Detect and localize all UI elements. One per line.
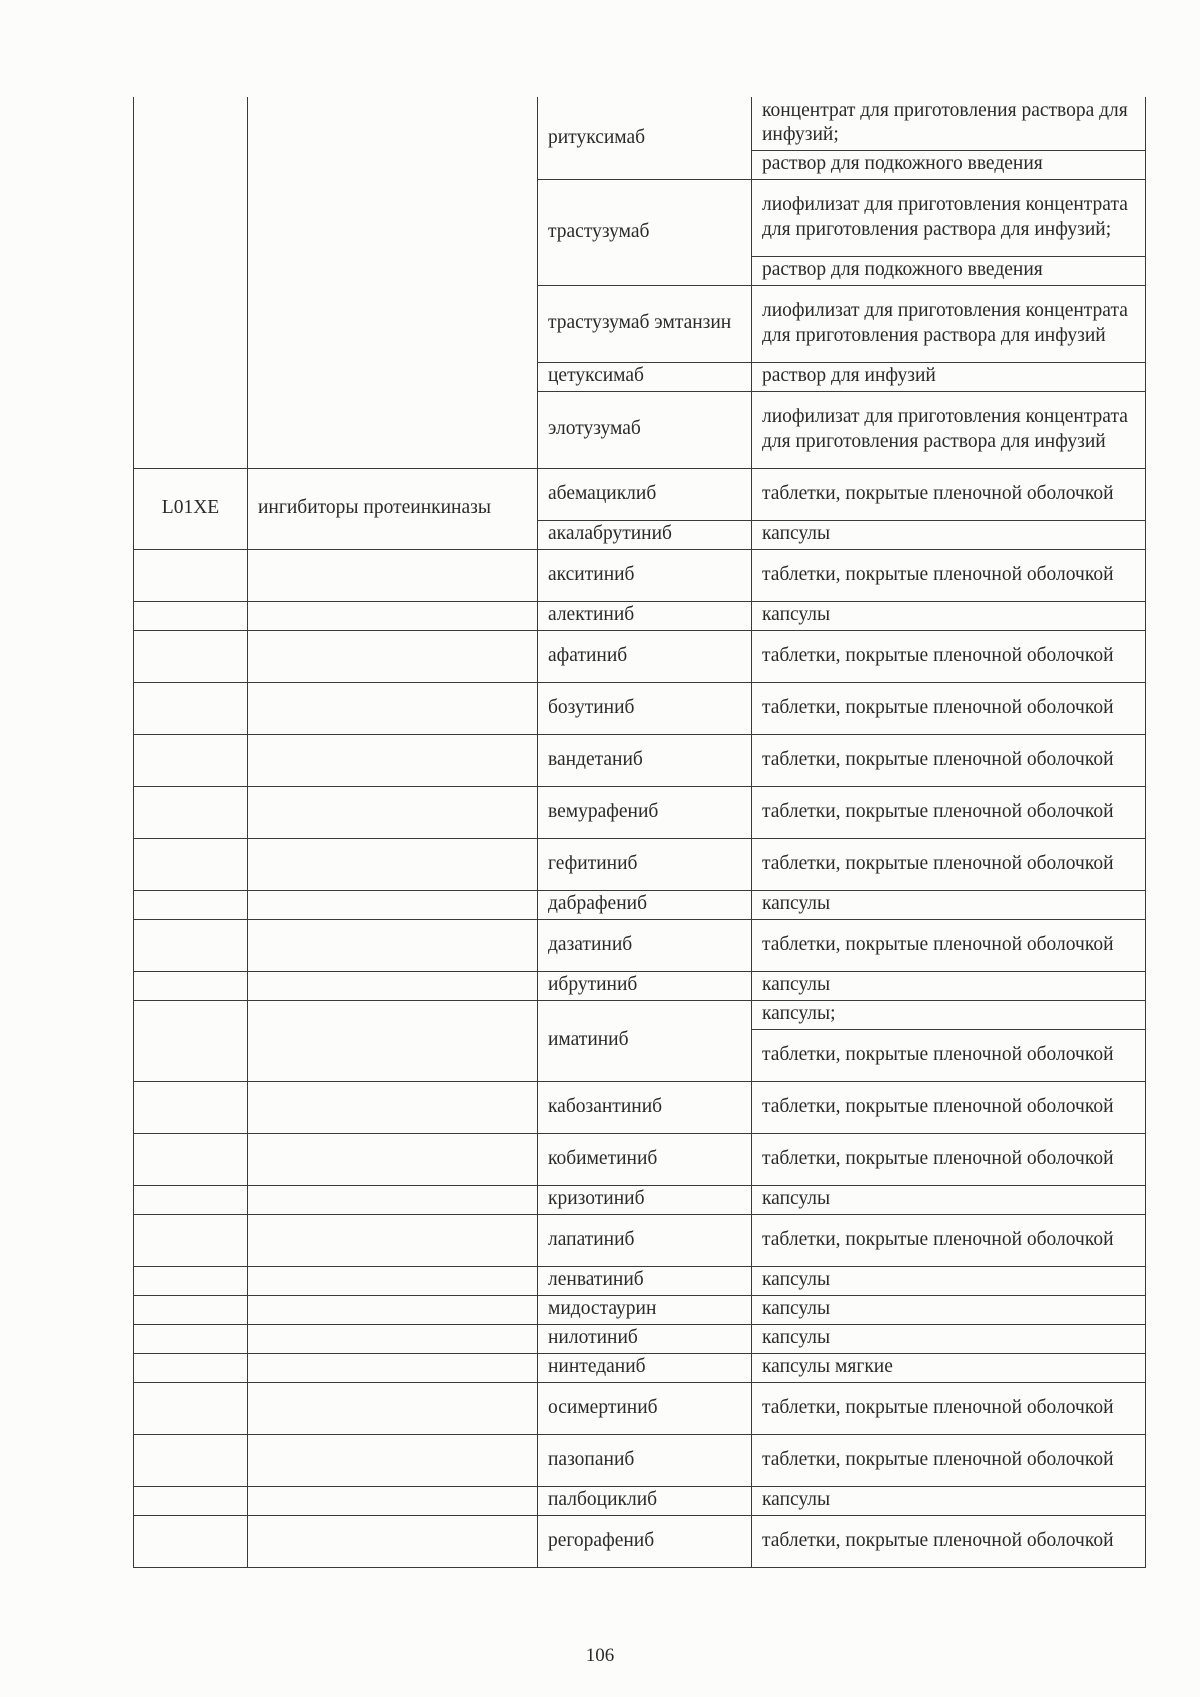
table-row (134, 601, 1146, 630)
group-name-cell (248, 971, 538, 1000)
table-row (134, 1515, 1146, 1567)
dosage-form-cell: таблетки, покрытые пленочной оболочкой (752, 549, 1146, 601)
group-name-cell (248, 838, 538, 890)
group-name-cell (248, 1382, 538, 1434)
dosage-form-cell: раствор для инфузий (752, 362, 1146, 391)
drug-table (133, 97, 1146, 1568)
dosage-form-cell: таблетки, покрытые пленочной оболочкой (752, 1214, 1146, 1266)
page-number: 106 (585, 1645, 615, 1666)
inn-cell: ибрутиниб (538, 971, 752, 1000)
inn-cell: трастузумаб (538, 179, 752, 285)
group-name-cell (248, 1214, 538, 1266)
table-row (134, 682, 1146, 734)
atc-code-cell (134, 549, 248, 601)
inn-cell: дазатиниб (538, 919, 752, 971)
inn-cell: трастузумаб эмтанзин (538, 285, 752, 362)
inn-cell: вандетаниб (538, 734, 752, 786)
dosage-form-cell: капсулы (752, 890, 1146, 919)
inn-cell: мидостаурин (538, 1295, 752, 1324)
table-row (134, 1486, 1146, 1515)
dosage-form-cell: таблетки, покрытые пленочной оболочкой (752, 630, 1146, 682)
atc-code-cell (134, 1266, 248, 1295)
atc-code-cell (134, 734, 248, 786)
table-row (134, 549, 1146, 601)
atc-code-cell (134, 1214, 248, 1266)
table-row (134, 630, 1146, 682)
table-row (134, 1081, 1146, 1133)
table-row (134, 919, 1146, 971)
dosage-form-cell: капсулы (752, 1295, 1146, 1324)
group-name-cell (248, 1486, 538, 1515)
dosage-form-cell: капсулы (752, 1324, 1146, 1353)
dosage-form-cell: лиофилизат для приготовления концентрата для приготовления раствора для инфузий; (752, 179, 1146, 256)
inn-cell: гефитиниб (538, 838, 752, 890)
dosage-form-cell: таблетки, покрытые пленочной оболочкой (752, 1133, 1146, 1185)
dosage-form-cell: капсулы; (752, 1000, 1146, 1029)
table-row (134, 97, 1146, 150)
inn-cell: акситиниб (538, 549, 752, 601)
atc-code-cell (134, 1295, 248, 1324)
group-name-cell (248, 1000, 538, 1081)
dosage-form-cell: лиофилизат для приготовления концентрата для приготовления раствора для инфузий (752, 285, 1146, 362)
dosage-form-cell: таблетки, покрытые пленочной оболочкой (752, 1029, 1146, 1081)
atc-code-cell: L01XE (134, 468, 248, 549)
dosage-form-cell: капсулы (752, 1266, 1146, 1295)
inn-cell: нилотиниб (538, 1324, 752, 1353)
inn-cell: дабрафениб (538, 890, 752, 919)
table-row (134, 1185, 1146, 1214)
table-row (134, 1434, 1146, 1486)
inn-cell: алектиниб (538, 601, 752, 630)
atc-code-cell (134, 890, 248, 919)
atc-code-cell (134, 971, 248, 1000)
group-name-cell (248, 682, 538, 734)
table-row (134, 1133, 1146, 1185)
table-row (134, 1353, 1146, 1382)
dosage-form-cell: раствор для подкожного введения (752, 256, 1146, 285)
inn-cell: кабозантиниб (538, 1081, 752, 1133)
dosage-form-cell: таблетки, покрытые пленочной оболочкой (752, 468, 1146, 520)
dosage-form-cell: капсулы (752, 520, 1146, 549)
inn-cell: афатиниб (538, 630, 752, 682)
atc-code-cell (134, 1000, 248, 1081)
group-name-cell: ингибиторы протеинкиназы (248, 468, 538, 549)
table-row (134, 971, 1146, 1000)
group-name-cell (248, 919, 538, 971)
group-name-cell (248, 1266, 538, 1295)
group-name-cell (248, 1133, 538, 1185)
dosage-form-cell: таблетки, покрытые пленочной оболочкой (752, 786, 1146, 838)
group-name-cell (248, 97, 538, 468)
inn-cell: бозутиниб (538, 682, 752, 734)
atc-code-cell (134, 682, 248, 734)
table-row (134, 786, 1146, 838)
inn-cell: палбоциклиб (538, 1486, 752, 1515)
dosage-form-cell: капсулы (752, 1185, 1146, 1214)
atc-code-cell (134, 1081, 248, 1133)
inn-cell: регорафениб (538, 1515, 752, 1567)
table-row (134, 468, 1146, 520)
table-row (134, 890, 1146, 919)
inn-cell: иматиниб (538, 1000, 752, 1081)
group-name-cell (248, 1434, 538, 1486)
inn-cell: лапатиниб (538, 1214, 752, 1266)
inn-cell: кризотиниб (538, 1185, 752, 1214)
inn-cell: цетуксимаб (538, 362, 752, 391)
atc-code-cell (134, 1486, 248, 1515)
dosage-form-cell: капсулы (752, 601, 1146, 630)
table-row (134, 1214, 1146, 1266)
dosage-form-cell: таблетки, покрытые пленочной оболочкой (752, 734, 1146, 786)
atc-code-cell (134, 1185, 248, 1214)
dosage-form-cell: концентрат для приготовления раствора для инфузий; (752, 97, 1146, 150)
table-row (134, 838, 1146, 890)
atc-code-cell (134, 786, 248, 838)
group-name-cell (248, 1081, 538, 1133)
dosage-form-cell: лиофилизат для приготовления концентрата для приготовления раствора для инфузий (752, 391, 1146, 468)
inn-cell: акалабрутиниб (538, 520, 752, 549)
group-name-cell (248, 1353, 538, 1382)
inn-cell: ленватиниб (538, 1266, 752, 1295)
dosage-form-cell: капсулы (752, 1486, 1146, 1515)
atc-code-cell (134, 1382, 248, 1434)
inn-cell: нинтеданиб (538, 1353, 752, 1382)
dosage-form-cell: капсулы мягкие (752, 1353, 1146, 1382)
dosage-form-cell: таблетки, покрытые пленочной оболочкой (752, 1434, 1146, 1486)
atc-code-cell (134, 1515, 248, 1567)
atc-code-cell (134, 601, 248, 630)
dosage-form-cell: таблетки, покрытые пленочной оболочкой (752, 1382, 1146, 1434)
dosage-form-cell: таблетки, покрытые пленочной оболочкой (752, 919, 1146, 971)
group-name-cell (248, 549, 538, 601)
dosage-form-cell: таблетки, покрытые пленочной оболочкой (752, 1515, 1146, 1567)
inn-cell: пазопаниб (538, 1434, 752, 1486)
atc-code-cell (134, 838, 248, 890)
inn-cell: элотузумаб (538, 391, 752, 468)
atc-code-cell (134, 1353, 248, 1382)
drug-table-body (134, 97, 1146, 1567)
dosage-form-cell: капсулы (752, 971, 1146, 1000)
group-name-cell (248, 1185, 538, 1214)
table-row (134, 1324, 1146, 1353)
inn-cell: ритуксимаб (538, 97, 752, 179)
group-name-cell (248, 734, 538, 786)
group-name-cell (248, 1324, 538, 1353)
group-name-cell (248, 1515, 538, 1567)
dosage-form-cell: таблетки, покрытые пленочной оболочкой (752, 682, 1146, 734)
group-name-cell (248, 601, 538, 630)
atc-code-cell (134, 1434, 248, 1486)
group-name-cell (248, 890, 538, 919)
group-name-cell (248, 1295, 538, 1324)
dosage-form-cell: таблетки, покрытые пленочной оболочкой (752, 838, 1146, 890)
table-row (134, 1000, 1146, 1029)
dosage-form-cell: таблетки, покрытые пленочной оболочкой (752, 1081, 1146, 1133)
table-row (134, 1266, 1146, 1295)
group-name-cell (248, 786, 538, 838)
inn-cell: осимертиниб (538, 1382, 752, 1434)
group-name-cell (248, 630, 538, 682)
table-row (134, 734, 1146, 786)
table-row (134, 1295, 1146, 1324)
table-row (134, 1382, 1146, 1434)
atc-code-cell (134, 1133, 248, 1185)
inn-cell: кобиметиниб (538, 1133, 752, 1185)
inn-cell: вемурафениб (538, 786, 752, 838)
atc-code-cell (134, 1324, 248, 1353)
atc-code-cell (134, 97, 248, 468)
dosage-form-cell: раствор для подкожного введения (752, 150, 1146, 179)
atc-code-cell (134, 630, 248, 682)
atc-code-cell (134, 919, 248, 971)
inn-cell: абемациклиб (538, 468, 752, 520)
